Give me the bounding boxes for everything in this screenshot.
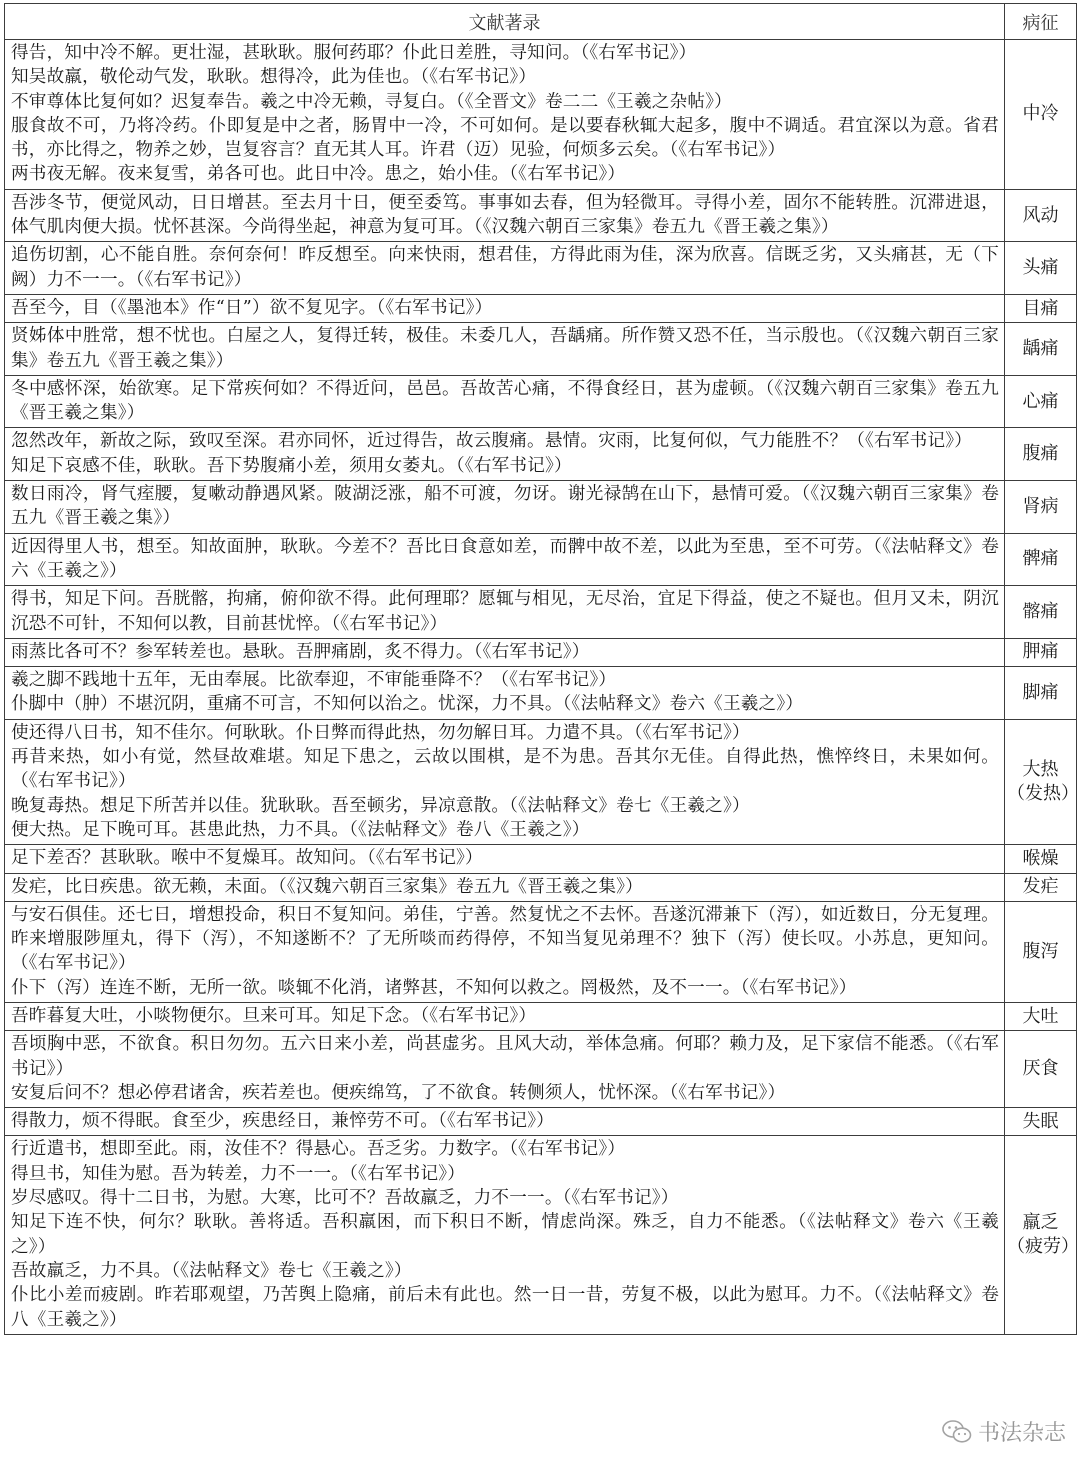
wechat-icon [942, 1419, 972, 1445]
record-line: 得书，知足下问。吾胱髂，拘痛，俯仰欲不得。此何理耶？愿辄与相见，无尽治，宜足下得益，使之不疑也。但月又未，阴沉沉恐不可针，不知何以教，目前甚忧悴。（《右军书记》） [11, 589, 999, 634]
symptom-cell: 厌食 [1005, 1031, 1077, 1108]
literature-cell [5, 719, 1005, 844]
record-line: 雨蒸比各可不？参军转差也。悬耿。吾胛痛剧，炙不得力。（《右军书记》） [11, 641, 590, 662]
table-row [5, 294, 1077, 322]
header-row [5, 4, 1077, 40]
record-line: 忽然改年，新故之际，致叹至深。君亦同怀，近过得告，故云腹痛。悬情。灾雨，比复何似，气力能胜不？（《右军书记》） [11, 431, 973, 452]
record-line: 仆比小差而疲剧。昨若耶观望，乃苦舆上隐痛，前后未有此也。然一日一昔，劳复不极，以此为慰耳。力不。（《法帖释文》卷八《王羲之》） [11, 1285, 999, 1330]
literature-cell [5, 873, 1005, 901]
record-line: 吾故羸乏，力不具。（《法帖释文》卷七《王羲之》） [11, 1260, 412, 1281]
record-line: 知足下哀感不佳，耿耿。吾下势腹痛小差，须用女萎丸。（《右军书记》） [11, 455, 572, 476]
literature-cell [5, 667, 1005, 720]
record-line: 近因得里人书，想至。知故面肿，耿耿。今差不？吾比日食意如差，而髀中故不差，以此为至患，至不可劳。（《法帖释文》卷六《王羲之》） [11, 536, 999, 581]
symptom-cell: 风动 [1005, 189, 1077, 242]
table-row [5, 481, 1077, 534]
symptom-cell: 脚痛 [1005, 667, 1077, 720]
watermark [942, 1416, 1066, 1447]
symptom-cell: 喉燥 [1005, 845, 1077, 873]
record-line: 不审尊体比复何如？迟复奉告。羲之中冷无赖，寻复白。（《全晋文》卷二二《王羲之杂帖》） [11, 91, 732, 112]
table-row [5, 1136, 1077, 1334]
record-line: 便大热。足下晚可耳。甚患此热，力不具。（《法帖释文》卷八《王羲之》） [11, 819, 590, 840]
literature-cell [5, 533, 1005, 586]
symptom-table [4, 3, 1077, 1335]
record-line: 与安石俱佳。还七日，增想投命，积日不复知问。弟佳，宁善。然复忧之不去怀。吾遂沉滞兼下（泻），如近数日，分无复理。昨来增服陟厘丸，得下（泻），不知遂断不？了无所啖而药得停，不知当复见弟理不？独下（泻）使长叹。小苏息，更知问。（《右军书记》） [11, 904, 999, 974]
table-row [5, 901, 1077, 1002]
record-line: 安复后问不？想必停君诸舍，疾若差也。便疾绵笃，了不欲食。转侧须人，忧怀深。（《右军书记》） [11, 1082, 786, 1103]
record-line: 得散力，烦不得眠。食至少，疾患经日，兼悴劳不可。（《右军书记》） [11, 1111, 555, 1132]
table-row [5, 845, 1077, 873]
table-row [5, 375, 1077, 428]
symptom-cell: 大热（发热） [1005, 719, 1077, 844]
literature-cell [5, 586, 1005, 639]
record-line: 吾涉冬节，便觉风动，日日增甚。至去月十日，便至委笃。事事如去春，但为轻微耳。寻得小差，固尔不能转胜。沉滞进退，体气肌肉便大损。忧怀甚深。今尚得坐起，神意为复可耳。（《汉魏六朝百三家集》卷五九《晋王羲之集》） [11, 192, 999, 238]
table-row [5, 719, 1077, 844]
table-row [5, 428, 1077, 481]
record-line: 数日雨冷，肾气痓腰，复嗽动静遇风紧。陂湖泛涨，船不可渡，勿讶。谢光禄鹄在山下，悬情可爱。（《汉魏六朝百三家集》卷五九《晋王羲之集》） [11, 484, 999, 529]
literature-cell [5, 901, 1005, 1002]
record-line: 仆脚中（肿）不堪沉阴，重痛不可言，不知何以治之。忧深，力不具。（《法帖释文》卷六《王羲之》） [11, 694, 804, 715]
literature-cell [5, 294, 1005, 322]
literature-cell [5, 323, 1005, 376]
table-row [5, 533, 1077, 586]
symptom-cell: 腹痛 [1005, 428, 1077, 481]
table-row [5, 323, 1077, 376]
record-line: 得告，知中冷不解。更壮湿，甚耿耿。服何药耶？仆此日差胜，寻知问。（《右军书记》） [11, 43, 697, 63]
symptom-cell: 羸乏（疲劳） [1005, 1136, 1077, 1334]
record-line: 服食故不可，乃将冷药。仆即复是中之者，肠胃中一冷，不可如何。是以要春秋辄大起多，腹中不调适。君宜深以为意。省君书，亦比得之，物养之妙，岂复容言？直无其人耳。许君（迈）见验，何烦多云矣。（《右军书记》） [11, 115, 999, 161]
table-row [5, 873, 1077, 901]
symptom-cell: 心痛 [1005, 375, 1077, 428]
table-row [5, 586, 1077, 639]
table-row [5, 667, 1077, 720]
literature-cell [5, 638, 1005, 666]
record-line: 得旦书，知佳为慰。吾为转差，力不一一。（《右军书记》） [11, 1163, 466, 1184]
symptom-cell: 髂痛 [1005, 586, 1077, 639]
record-line: 知吴故羸，敬伦动气发，耿耿。想得冷，此为佳也。（《右军书记》） [11, 67, 537, 88]
record-line: 知足下连不快，何尔？耿耿。善将适。吾积羸困，而下积日不断，情虑尚深。殊乏，自力不能悉。（《法帖释文》卷六《王羲之》） [11, 1212, 999, 1257]
literature-cell [5, 40, 1005, 190]
symptom-cell: 腹泻 [1005, 901, 1077, 1002]
literature-cell [5, 845, 1005, 873]
literature-cell [5, 428, 1005, 481]
record-line: 晚复毒热。想足下所苦并以佳。犹耿耿。吾至顿劣，异凉意散。（《法帖释文》卷七《王羲之》） [11, 795, 750, 816]
literature-cell [5, 1031, 1005, 1108]
record-line: 吾顷胸中恶，不欲食。积日勿勿。五六日来小差，尚甚虚劣。且风大动，举体急痛。何耶？赖力及，足下家信不能悉。（《右军书记》） [11, 1034, 999, 1079]
literature-cell [5, 242, 1005, 295]
table-row [5, 1002, 1077, 1030]
record-line: 使还得八日书，知不佳尔。何耿耿。仆日弊而得此热，勿勿解日耳。力遣不具。（《右军书记》） [11, 722, 750, 743]
table-row [5, 40, 1077, 190]
watermark-text: 书法杂志 [977, 1421, 1066, 1446]
record-line: 发疟，比日疾患。欲无赖，未面。（《汉魏六朝百三家集》卷五九《晋王羲之集》） [11, 876, 643, 897]
header-literature: 文献著录 [5, 4, 1005, 40]
symptom-cell: 目痛 [1005, 294, 1077, 322]
record-line: 吾昨暮复大吐，小啖物便尔。旦来可耳。知足下念。（《右军书记》） [11, 1005, 537, 1026]
symptom-cell: 胛痛 [1005, 638, 1077, 666]
record-line: 吾至今，目（《墨池本》作“日”）欲不复见字。（《右军书记》） [11, 297, 493, 318]
symptom-cell: 中冷 [1005, 40, 1077, 190]
literature-cell [5, 481, 1005, 534]
symptom-cell: 大吐 [1005, 1002, 1077, 1030]
record-line: 羲之脚不践地十五年，无由奉展。比欲奉迎，不审能垂降不？（《右军书记》） [11, 670, 617, 691]
table-row [5, 1031, 1077, 1108]
record-line: 贤姊体中胜常，想不忧也。白屋之人，复得迁转，极佳。未委几人，吾龋痛。所作赞又恐不任，当示殷也。（《汉魏六朝百三家集》卷五九《晋王羲之集》） [11, 326, 999, 371]
record-line: 足下差否？甚耿耿。喉中不复燥耳。故知问。（《右军书记》） [11, 848, 483, 869]
table-row [5, 1108, 1077, 1136]
literature-cell [5, 1108, 1005, 1136]
symptom-cell: 肾病 [1005, 481, 1077, 534]
table-row [5, 638, 1077, 666]
record-line: 再昔来热，如小有觉，然昼故难堪。知足下患之，云故以围棋，是不为患。吾其尔无佳。自得此热，憔悴终日，未果如何。（《右军书记》） [11, 747, 999, 792]
literature-cell [5, 1136, 1005, 1334]
symptom-cell: 龋痛 [1005, 323, 1077, 376]
record-line: 岁尽感叹。得十二日书，为慰。大寒，比可不？吾故羸乏，力不一一。（《右军书记》） [11, 1188, 679, 1209]
literature-cell [5, 189, 1005, 242]
record-line: 仆下（泻）连连不断，无所一欲。啖辄不化消，诸弊甚，不知何以救之。罔极然，及不一一。（《右军书记》） [11, 977, 857, 998]
record-line: 行近遣书，想即至此。雨，汝佳不？得悬心。吾乏劣。力数字。（《右军书记》） [11, 1139, 626, 1160]
symptom-cell: 头痛 [1005, 242, 1077, 295]
symptom-cell: 失眠 [1005, 1108, 1077, 1136]
table-row [5, 242, 1077, 295]
header-symptom: 病征 [1005, 4, 1077, 40]
literature-cell [5, 1002, 1005, 1030]
record-line: 两书夜无解。夜来复雪，弟各可也。此日中冷。患之，始小佳。（《右军书记》） [11, 164, 626, 185]
symptom-cell: 发疟 [1005, 873, 1077, 901]
literature-cell [5, 375, 1005, 428]
record-line: 追伤切割，心不能自胜。奈何奈何！昨反想至。向来快雨，想君佳，方得此雨为佳，深为欣喜。信既乏劣，又头痛甚，无（下阙）力不一一。（《右军书记》） [11, 245, 999, 290]
record-line: 冬中感怀深，始欲寒。足下常疾何如？不得近问，邑邑。吾故苦心痛，不得食经日，甚为虚顿。（《汉魏六朝百三家集》卷五九《晋王羲之集》） [11, 378, 999, 424]
table-row [5, 189, 1077, 242]
symptom-cell: 髀痛 [1005, 533, 1077, 586]
